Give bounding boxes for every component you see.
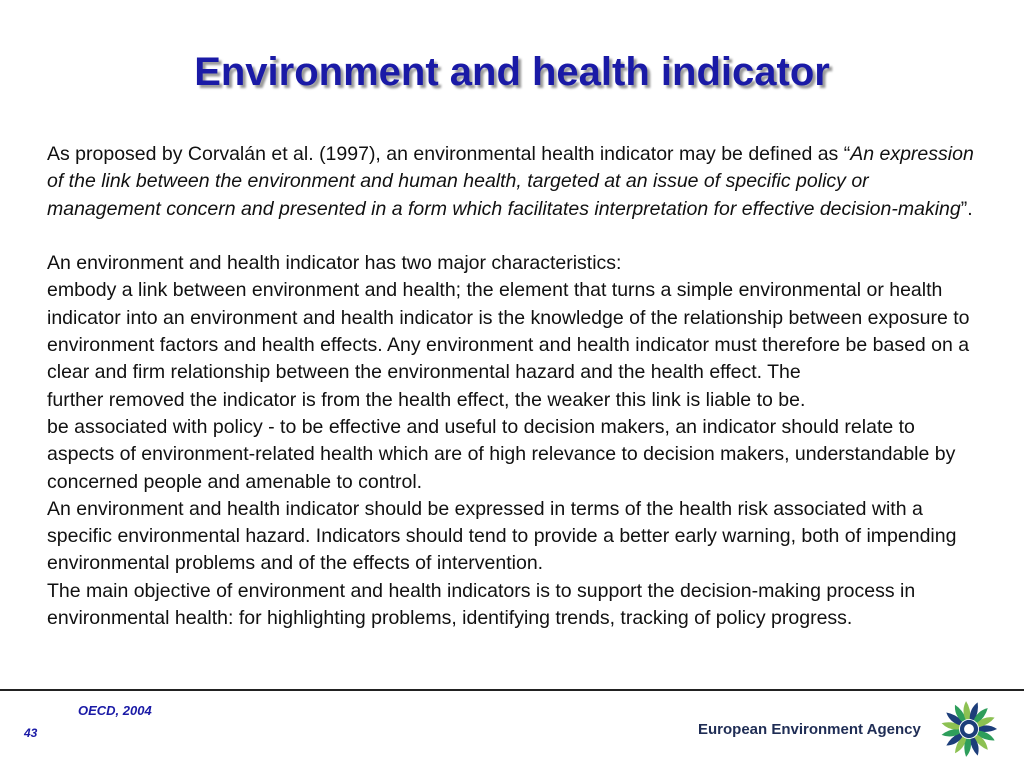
- eea-sun-logo-icon: [936, 696, 1002, 762]
- main-objective-text: The main objective of environment and health indicators is to support the decision-making process in environmental health: for highlighting problems, identifying trends, tracking of policy progress.: [47, 579, 916, 630]
- slide-body: [47, 141, 987, 632]
- paragraph-spacer: [47, 223, 987, 250]
- characteristic-link-text: embody a link between environment and health; the element that turns a simple environmental or health indicator into an environment and health indicator is the knowledge of the relationship between exposure to environment factors and health effects. Any environment and health indicator must therefore be based on a clear and firm relationship between the environmental hazard and the health effect. The: [47, 279, 970, 384]
- logo-core-center: [964, 724, 974, 734]
- agency-name: European Environment Agency: [698, 721, 921, 738]
- page-number: 43: [24, 726, 38, 740]
- health-risk-text: An environment and health indicator should be expressed in terms of the health risk associated with a specific environmental hazard. Indicators should tend to provide a better early warning, both of impending environmental problems and of the effects of intervention.: [47, 497, 957, 575]
- slide-title: Environment and health indicator: [194, 50, 830, 94]
- footer-divider: [0, 689, 1024, 691]
- definition-quote: An expression of the link between the environment and human health, targeted at an issue of specific policy or management concern and presented in a form which facilitates interpretation for effective decision-making: [47, 143, 974, 220]
- definition-closing: ”.: [960, 197, 973, 220]
- definition-intro: As proposed by Corvalán et al. (1997), an environmental health indicator may be defined as “: [47, 143, 851, 165]
- source-citation: OECD, 2004: [78, 703, 152, 718]
- characteristic-link-continuation: further removed the indicator is from the health effect, the weaker this link is liable to be.: [47, 388, 806, 411]
- characteristics-heading: An environment and health indicator has two major characteristics:: [47, 252, 622, 275]
- characteristic-policy-text: be associated with policy - to be effective and useful to decision makers, an indicator should relate to aspects of environment-related health which are of high relevance to decision makers, understandable by concerned people and amenable to control.: [47, 415, 956, 493]
- definition-paragraph: [47, 141, 987, 223]
